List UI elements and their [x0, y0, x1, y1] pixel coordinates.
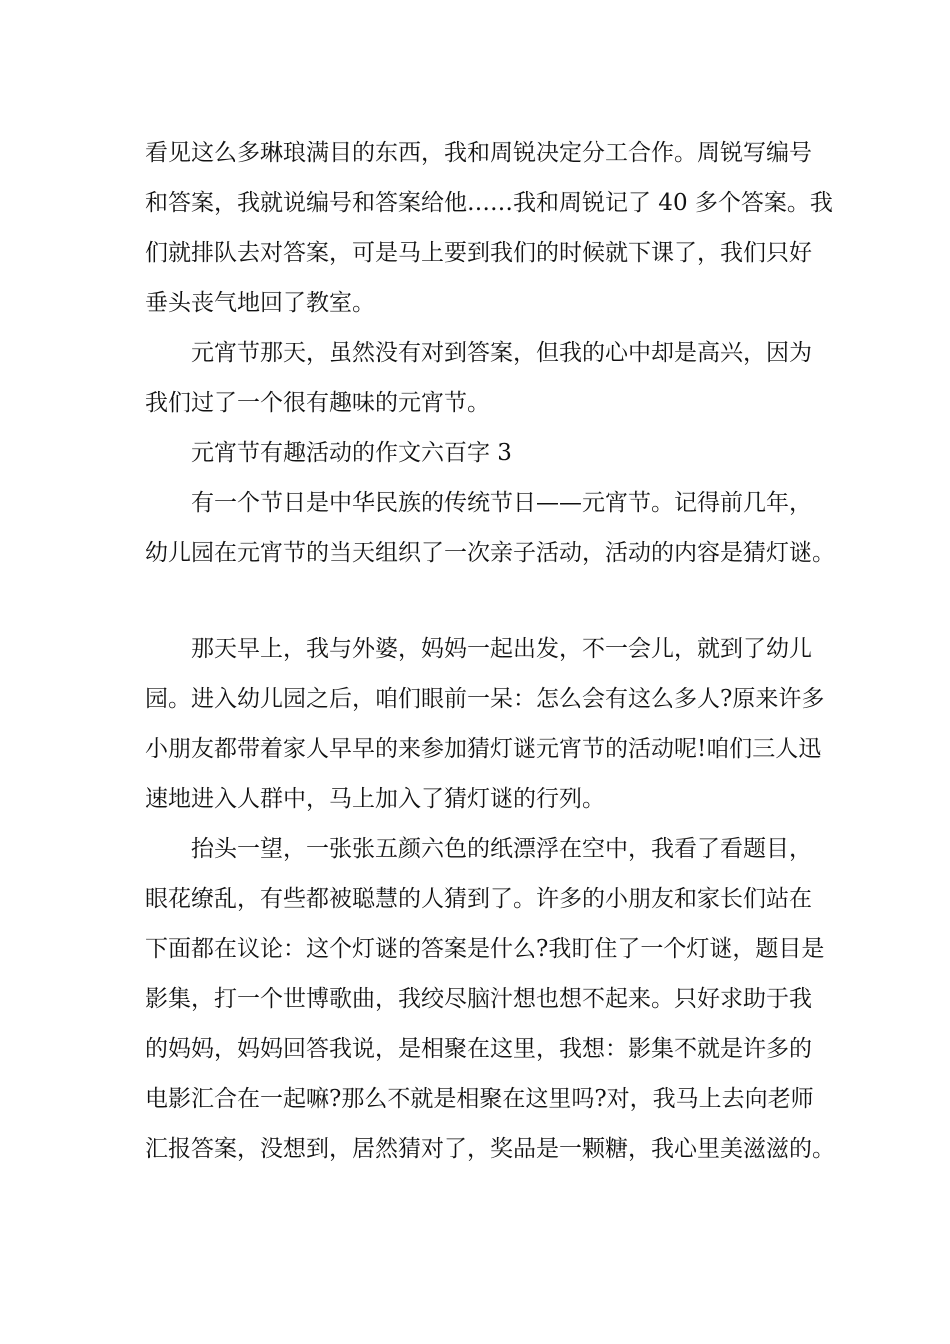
paragraph-5-line-4: 影集，打一个世博歌曲，我绞尽脑汁想也想不起来。只好求助于我 — [145, 986, 812, 1012]
paragraph-4-line-2: 园。进入幼儿园之后，咱们眼前一呆：怎么会有这么多人?原来许多 — [145, 686, 825, 712]
paragraph-2-line-2: 我们过了一个很有趣味的元宵节。 — [145, 390, 490, 416]
paragraph-5-line-7: 汇报答案，没想到，居然猜对了，奖品是一颗糖，我心里美滋滋的。 — [145, 1136, 835, 1162]
section-heading: 元宵节有趣活动的作文六百字 3 — [191, 440, 512, 466]
paragraph-1-line-4: 垂头丧气地回了教室。 — [145, 290, 375, 316]
paragraph-5-line-1: 抬头一望，一张张五颜六色的纸漂浮在空中，我看了看题目， — [191, 836, 812, 862]
paragraph-4-line-4: 速地进入人群中，马上加入了猜灯谜的行列。 — [145, 786, 605, 812]
paragraph-1-line-1: 看见这么多琳琅满目的东西，我和周锐决定分工合作。周锐写编号 — [145, 140, 812, 166]
text-block-upper — [145, 128, 835, 578]
paragraph-5-line-5: 的妈妈，妈妈回答我说，是相聚在这里，我想：影集不就是许多的 — [145, 1036, 812, 1062]
paragraph-5-line-2: 眼花缭乱，有些都被聪慧的人猜到了。许多的小朋友和家长们站在 — [145, 886, 812, 912]
paragraph-5-line-6: 电影汇合在一起嘛?那么不就是相聚在这里吗?对，我马上去向老师 — [145, 1086, 814, 1112]
paragraph-3-line-2: 幼儿园在元宵节的当天组织了一次亲子活动，活动的内容是猜灯谜。 — [145, 540, 835, 566]
paragraph-4-line-3: 小朋友都带着家人早早的来参加猜灯谜元宵节的活动呢!咱们三人迅 — [145, 736, 822, 762]
paragraph-5-line-3: 下面都在议论：这个灯谜的答案是什么?我盯住了一个灯谜，题目是 — [145, 936, 825, 962]
paragraph-3-line-1: 有一个节日是中华民族的传统节日——元宵节。记得前几年， — [191, 490, 812, 516]
paragraph-4-line-1: 那天早上，我与外婆，妈妈一起出发，不一会儿，就到了幼儿 — [191, 636, 812, 662]
paragraph-1-line-3: 们就排队去对答案，可是马上要到我们的时候就下课了，我们只好 — [145, 240, 812, 266]
paragraph-1-line-2: 和答案，我就说编号和答案给他……我和周锐记了 40 多个答案。我 — [145, 190, 833, 216]
text-block-lower — [145, 624, 835, 1174]
paragraph-2-line-1: 元宵节那天，虽然没有对到答案，但我的心中却是高兴，因为 — [191, 340, 812, 366]
